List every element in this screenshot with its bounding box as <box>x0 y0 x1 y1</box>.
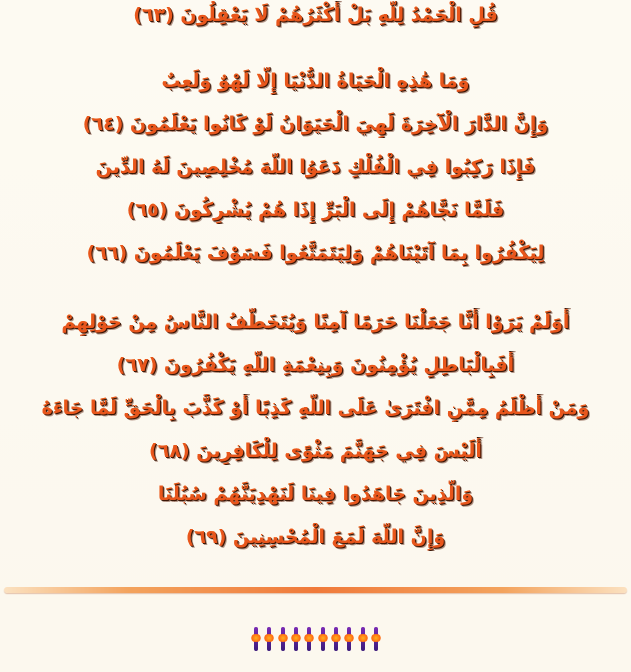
verse-line: أَفَبِالْبَاطِلِ يُؤْمِنُونَ وَبِنِعْمَةِ اللَّهِ يَكْفُرُونَ (٦٧) <box>116 354 515 376</box>
flame-ornament-icon <box>250 625 262 653</box>
verse-block-3 <box>0 308 631 551</box>
section-divider <box>4 587 627 593</box>
verse-line: فَلَمَّا نَجَّاهُمْ إِلَى الْبَرِّ إِذَا هُمْ يُشْرِكُونَ (٦٥) <box>126 199 505 221</box>
verse-line: وَإِنَّ اللَّهَ لَمَعَ الْمُحْسِنِينَ (٦٩) <box>185 526 446 548</box>
verse-line: أَوَلَمْ يَرَوْا أَنَّا جَعَلْنَا حَرَمًا آمِنًا وَيُتَخَطَّفُ النَّاسُ مِنْ حَوْلِهِمْ <box>61 311 570 333</box>
verse-line: أَلَيْسَ فِي جَهَنَّمَ مَثْوًى لِلْكَافِرِينَ (٦٨) <box>149 440 482 462</box>
flame-ornament-icon <box>370 625 382 653</box>
flame-ornament-icon <box>343 625 355 653</box>
verse-line: قُلِ الْحَمْدُ لِلَّهِ بَلْ أَكْثَرُهُمْ لَا يَعْقِلُونَ (٦٣) <box>133 4 498 26</box>
verse-line: وَالَّذِينَ جَاهَدُوا فِينَا لَنَهْدِيَنَّهُمْ سُبُلَنَا <box>157 483 474 505</box>
verse-line: لِيَكْفُرُوا بِمَا آتَيْنَاهُمْ وَلِيَتَمَتَّعُوا فَسَوْفَ يَعْلَمُونَ (٦٦) <box>86 242 545 264</box>
verse-line: وَإِنَّ الدَّارَ الْآخِرَةَ لَهِيَ الْحَيَوَانُ لَوْ كَانُوا يَعْلَمُونَ (٦٤) <box>82 113 549 135</box>
verse-line: وَمَنْ أَظْلَمُ مِمَّنِ افْتَرَىٰ عَلَى اللَّهِ كَذِبًا أَوْ كَذَّبَ بِالْحَقِّ لَمَّا جَاءَهُ <box>41 397 590 419</box>
verse-block-2 <box>0 67 631 267</box>
flame-ornament-icon <box>357 625 369 653</box>
flame-ornament-icon <box>290 625 302 653</box>
flame-ornament-icon <box>263 625 275 653</box>
verse-line: فَإِذَا رَكِبُوا فِي الْفُلْكِ دَعَوُا اللَّهَ مُخْلِصِينَ لَهُ الدِّينَ <box>95 156 536 178</box>
flame-ornament-icon <box>330 625 342 653</box>
flame-ornament-icon <box>303 625 315 653</box>
verse-line: وَمَا هَٰذِهِ الْحَيَاةُ الدُّنْيَا إِلَّا لَهْوٌ وَلَعِبٌ <box>161 70 470 92</box>
verse-block-1 <box>0 1 631 29</box>
flame-ornament-row <box>250 622 382 656</box>
flame-ornament-icon <box>317 625 329 653</box>
flame-ornament-icon <box>277 625 289 653</box>
